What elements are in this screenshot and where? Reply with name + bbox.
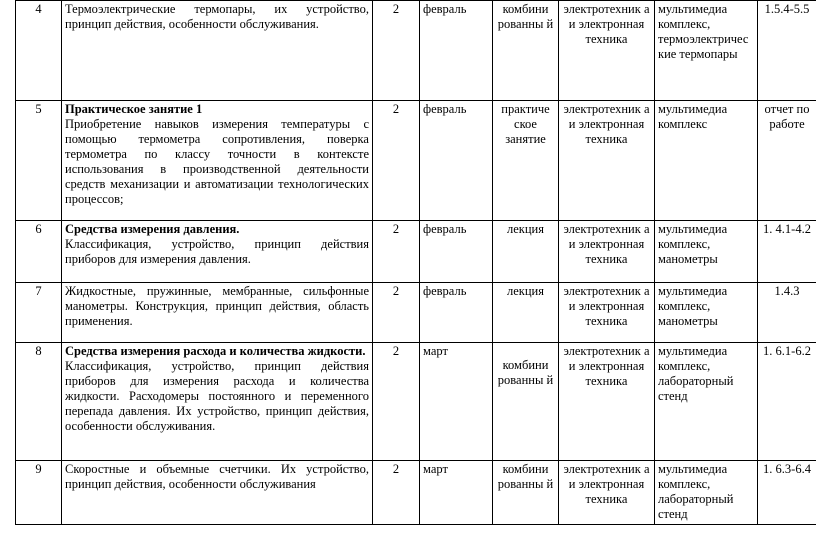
discipline-cell: электротехник а и электронная техника — [559, 101, 655, 221]
topic-cell — [62, 221, 373, 283]
reference-cell: 1.4.3 — [758, 283, 816, 343]
month-cell: февраль — [420, 101, 493, 221]
lesson-form-cell: лекция — [493, 283, 559, 343]
equipment-cell: мультимедиа комплекс, лабораторный стенд — [655, 461, 758, 525]
hours-cell: 2 — [373, 461, 420, 525]
discipline-cell: электротехник а и электронная техника — [559, 283, 655, 343]
month-cell: март — [420, 461, 493, 525]
table-row — [16, 221, 816, 283]
lesson-form-cell: практиче ское занятие — [493, 101, 559, 221]
equipment-cell: мультимедиа комплекс, манометры — [655, 221, 758, 283]
hours-cell: 2 — [373, 283, 420, 343]
topic-text: Приобретение навыков измерения температуры с помощью термометра сопротивления, поверка термометра по классу точности в контексте использования в производственной деятельности средств механизации и автоматизации технологических процессов; — [65, 117, 369, 206]
equipment-cell: мультимедиа комплекс, термоэлектричес кие термопары — [655, 1, 758, 101]
topic-text: Жидкостные, пружинные, мембранные, сильфонные манометры. Конструкция, принцип действия, область применения. — [65, 284, 369, 328]
table-row — [16, 461, 816, 525]
hours-cell: 2 — [373, 1, 420, 101]
row-number: 4 — [16, 1, 62, 101]
hours-cell: 2 — [373, 221, 420, 283]
curriculum-table — [15, 0, 816, 525]
month-cell: февраль — [420, 283, 493, 343]
topic-text: Термоэлектрические термопары, их устройство, принцип действия, особенности обслуживания. — [65, 2, 369, 31]
lesson-form-cell: лекция — [493, 221, 559, 283]
topic-title: Практическое занятие 1 — [65, 102, 203, 116]
topic-title: Средства измерения давления. — [65, 222, 240, 236]
discipline-cell: электротехник а и электронная техника — [559, 461, 655, 525]
month-cell: март — [420, 343, 493, 461]
lesson-form-cell: комбини рованны й — [493, 343, 559, 461]
equipment-cell: мультимедиа комплекс — [655, 101, 758, 221]
row-number: 6 — [16, 221, 62, 283]
lesson-form-cell: комбини рованны й — [493, 461, 559, 525]
topic-title: Средства измерения расхода и количества жидкости. — [65, 344, 366, 358]
topic-cell — [62, 343, 373, 461]
table-row — [16, 343, 816, 461]
topic-text: Классификация, устройство, принцип действия приборов для измерения давления. — [65, 237, 369, 266]
row-number: 8 — [16, 343, 62, 461]
reference-cell: 1. 6.3-6.4 — [758, 461, 816, 525]
reference-cell: 1. 6.1-6.2 — [758, 343, 816, 461]
topic-cell — [62, 101, 373, 221]
reference-cell: 1. 4.1-4.2 — [758, 221, 816, 283]
topic-cell — [62, 461, 373, 525]
table-row — [16, 1, 816, 101]
topic-cell — [62, 1, 373, 101]
lesson-form-cell: комбини рованны й — [493, 1, 559, 101]
topic-cell — [62, 283, 373, 343]
table-row — [16, 283, 816, 343]
row-number: 7 — [16, 283, 62, 343]
reference-cell: 1.5.4-5.5 — [758, 1, 816, 101]
row-number: 9 — [16, 461, 62, 525]
month-cell: февраль — [420, 1, 493, 101]
equipment-cell: мультимедиа комплекс, лабораторный стенд — [655, 343, 758, 461]
discipline-cell: электротехник а и электронная техника — [559, 221, 655, 283]
month-cell: февраль — [420, 221, 493, 283]
row-number: 5 — [16, 101, 62, 221]
discipline-cell: электротехник а и электронная техника — [559, 1, 655, 101]
topic-text: Классификация, устройство, принцип действия приборов для измерения расхода и количества жидкости. Расходомеры постоянного и переменного перепада давления. Их устройство, принцип действия, особенности обслуживания. — [65, 359, 369, 433]
hours-cell: 2 — [373, 343, 420, 461]
equipment-cell: мультимедиа комплекс, манометры — [655, 283, 758, 343]
reference-cell: отчет по работе — [758, 101, 816, 221]
topic-text: Скоростные и объемные счетчики. Их устройство, принцип действия, особенности обслуживания — [65, 462, 369, 491]
hours-cell: 2 — [373, 101, 420, 221]
discipline-cell: электротехник а и электронная техника — [559, 343, 655, 461]
table-row — [16, 101, 816, 221]
